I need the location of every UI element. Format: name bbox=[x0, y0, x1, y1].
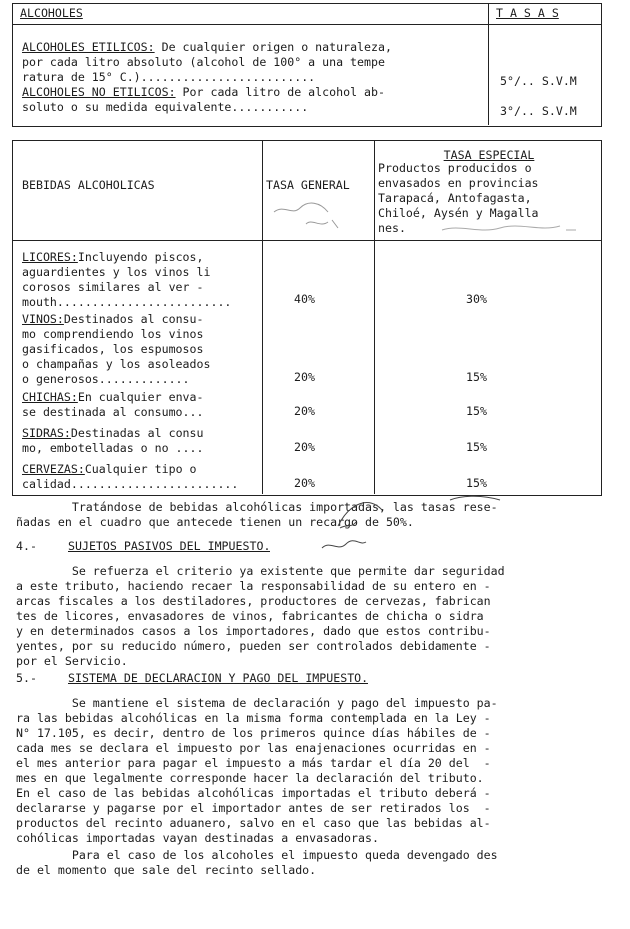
tasa-general-licores: 40% bbox=[294, 292, 315, 306]
paragraph-line: y en determinados casos a los importadores, dado que estos contribu- bbox=[16, 624, 491, 638]
row-text: En cualquier enva- bbox=[77, 390, 204, 404]
tasa-especial-line: Chiloé, Aysén y Magalla bbox=[378, 206, 539, 220]
paragraph-line: a este tributo, haciendo recaer la responsabilidad de su entero en - bbox=[16, 579, 491, 593]
row-lead: LICORES: bbox=[22, 250, 78, 264]
row-text: Destinadas al consu bbox=[70, 426, 204, 440]
row-lead: VINOS: bbox=[22, 312, 64, 326]
tasa-general-chichas: 20% bbox=[294, 404, 315, 418]
alcoholes-header-left: ALCOHOLES bbox=[20, 6, 83, 20]
section-5-closing-paragraph bbox=[16, 848, 616, 878]
paragraph-line: yentes, por su reducido número, pueden ser controlados debidamente - bbox=[16, 639, 491, 653]
tasa-especial-cervezas: 15% bbox=[466, 476, 487, 490]
bebidas-row-vinos bbox=[22, 312, 260, 387]
tasa-general-vinos: 20% bbox=[294, 370, 315, 384]
row-text: corosos similares al ver - bbox=[22, 280, 204, 294]
row-text: ratura de 15° C.)......................... bbox=[22, 70, 316, 84]
section-4-title: SUJETOS PASIVOS DEL IMPUESTO. bbox=[68, 539, 271, 553]
row-text: mo comprendiendo los vinos bbox=[22, 327, 204, 341]
row-text: gasificados, los espumosos bbox=[22, 342, 204, 356]
bebidas-col-divider-1 bbox=[262, 140, 263, 494]
bebidas-col2-header: TASA GENERAL bbox=[266, 178, 350, 192]
section-4-number: 4.- bbox=[16, 539, 37, 553]
tasa-especial-line: Tarapacá, Antofagasta, bbox=[378, 191, 532, 205]
tasa-especial-title: TASA ESPECIAL bbox=[443, 148, 535, 162]
row-text: Cualquier tipo o bbox=[84, 462, 197, 476]
bebidas-col1-header: BEBIDAS ALCOHOLICAS bbox=[22, 178, 155, 192]
row-text: Por cada litro de alcohol ab- bbox=[175, 85, 385, 99]
row-text: por cada litro absoluto (alcohol de 100° a una tempe bbox=[22, 55, 385, 69]
handwritten-mark bbox=[440, 222, 590, 238]
row-text: se destinada al consumo... bbox=[22, 405, 204, 419]
row-text: aguardientes y los vinos li bbox=[22, 265, 211, 279]
paragraph-line: el mes anterior para pagar el impuesto a más tardar el día 20 del - bbox=[16, 756, 491, 770]
handwritten-mark bbox=[270, 198, 360, 234]
paragraph-line: cohólicas importadas vayan destinadas a envasadoras. bbox=[16, 831, 379, 845]
paragraph-line: de el momento que sale del recinto sellado. bbox=[16, 863, 317, 877]
paragraph-line: productos del recinto aduanero, salvo en el caso que las bebidas al- bbox=[16, 816, 491, 830]
paragraph-line: mes en que legalmente corresponde hacer la declaración del tributo. bbox=[16, 771, 484, 785]
alcoholes-header-divider bbox=[12, 24, 601, 25]
note-line: Tratándose de bebidas alcohólicas importadas, las tasas rese- bbox=[16, 500, 498, 514]
tasa-especial-line: envasados en provincias bbox=[378, 176, 539, 190]
paragraph-line: tes de licores, envasadores de vinos, fabricantes de chicha o sidra bbox=[16, 609, 484, 623]
handwritten-mark bbox=[320, 538, 370, 554]
paragraph-line: arcas fiscales a los destiladores, productores de cervezas, fabrican bbox=[16, 594, 491, 608]
row-text: o generosos............. bbox=[22, 372, 190, 386]
paragraph-line: En el caso de las bebidas alcohólicas importadas el tributo deberá - bbox=[16, 786, 491, 800]
rate-no-etilicos: 3°/.. S.V.M bbox=[500, 104, 577, 118]
row-text: calidad........................ bbox=[22, 477, 239, 491]
paragraph-line: Se refuerza el criterio ya existente que permite dar seguridad bbox=[16, 564, 505, 578]
bebidas-col-divider-2 bbox=[374, 140, 375, 494]
paragraph-line: Se mantiene el sistema de declaración y pago del impuesto pa- bbox=[16, 696, 498, 710]
tasa-especial-line: nes. bbox=[378, 221, 406, 235]
row-text: mo, embotelladas o no .... bbox=[22, 441, 204, 455]
row-lead: ALCOHOLES NO ETILICOS: bbox=[22, 85, 176, 99]
row-lead: CHICHAS: bbox=[22, 390, 78, 404]
alcoholes-row-etilicos bbox=[22, 40, 484, 85]
section-5-paragraph bbox=[16, 696, 616, 846]
bebidas-row-cervezas bbox=[22, 462, 260, 492]
row-text: De cualquier origen o naturaleza, bbox=[154, 40, 392, 54]
bebidas-row-chichas bbox=[22, 390, 260, 420]
row-lead: SIDRAS: bbox=[22, 426, 71, 440]
tasa-especial-line: Productos producidos o bbox=[378, 161, 532, 175]
paragraph-line: declararse y pagarse por el importador antes de ser retirados los - bbox=[16, 801, 491, 815]
tasa-especial-vinos: 15% bbox=[466, 370, 487, 384]
handwritten-circle bbox=[330, 494, 530, 534]
note-line: ñadas en el cuadro que antecede tienen un recargo de 50%. bbox=[16, 515, 414, 529]
paragraph-line: ra las bebidas alcohólicas en la misma forma contemplada en la Ley - bbox=[16, 711, 491, 725]
row-text: Incluyendo piscos, bbox=[77, 250, 204, 264]
row-lead: ALCOHOLES ETILICOS: bbox=[22, 40, 155, 54]
row-text: mouth......................... bbox=[22, 295, 232, 309]
alcoholes-col-divider bbox=[488, 3, 489, 125]
tasa-especial-licores: 30% bbox=[466, 292, 487, 306]
row-lead: CERVEZAS: bbox=[22, 462, 85, 476]
section-4-paragraph bbox=[16, 564, 616, 669]
tasa-general-cervezas: 20% bbox=[294, 476, 315, 490]
tasa-general-sidras: 20% bbox=[294, 440, 315, 454]
bebidas-header-divider bbox=[12, 240, 601, 241]
bebidas-row-sidras bbox=[22, 426, 260, 456]
paragraph-line: Para el caso de los alcoholes el impuesto queda devengado des bbox=[16, 848, 498, 862]
paragraph-line: por el Servicio. bbox=[16, 654, 128, 668]
paragraph-line: cada mes se declara el impuesto por las enajenaciones ocurridas en - bbox=[16, 741, 491, 755]
tasa-especial-chichas: 15% bbox=[466, 404, 487, 418]
bebidas-row-licores bbox=[22, 250, 260, 310]
row-text: Destinados al consu- bbox=[63, 312, 204, 326]
tasa-especial-sidras: 15% bbox=[466, 440, 487, 454]
row-text: o champañas y los asoleados bbox=[22, 357, 211, 371]
section-5-number: 5.- bbox=[16, 671, 37, 685]
paragraph-line: N° 17.105, es decir, dentro de los primeros quince días hábiles de - bbox=[16, 726, 491, 740]
rate-etilicos: 5°/.. S.V.M bbox=[500, 74, 577, 88]
alcoholes-header-right: T A S A S bbox=[496, 6, 559, 20]
section-5-title: SISTEMA DE DECLARACION Y PAGO DEL IMPUESTO. bbox=[68, 671, 369, 685]
row-text: soluto o su medida equivalente........... bbox=[22, 100, 309, 114]
alcoholes-row-no-etilicos bbox=[22, 85, 484, 115]
